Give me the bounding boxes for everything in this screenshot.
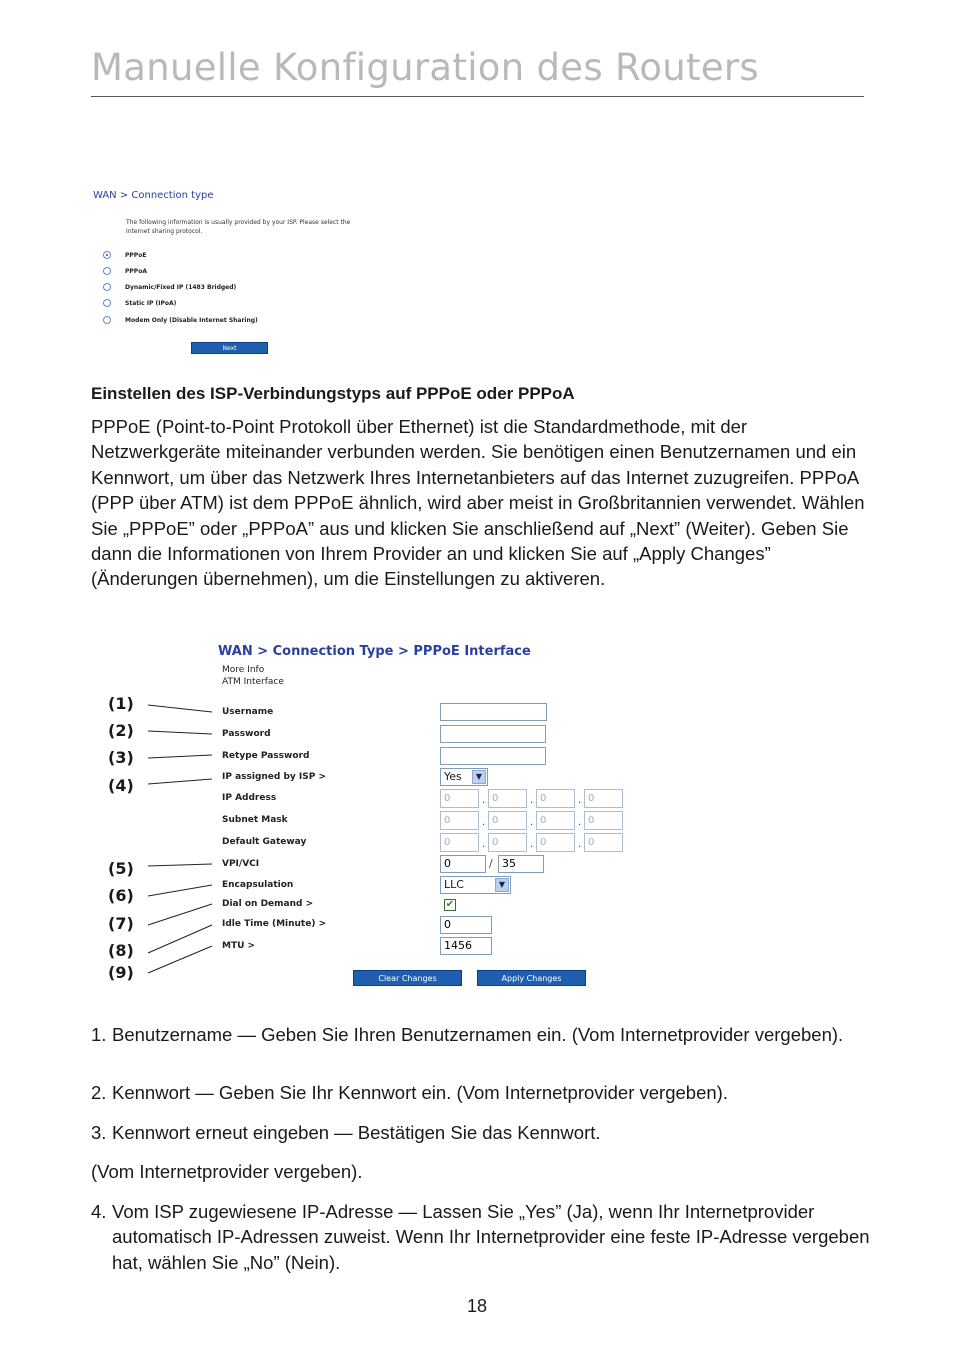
chevron-down-icon[interactable]: ▼ (495, 878, 509, 892)
apply-changes-button[interactable]: Apply Changes (477, 970, 586, 986)
ip-address-label: IP Address (222, 793, 277, 803)
connection-type-description: The following information is usually provided by your ISP. Please select the Internet sharing protocol. (126, 219, 351, 235)
leader-line (148, 904, 212, 925)
leader-line (148, 731, 212, 734)
page-number: 18 (466, 1296, 488, 1316)
leader-line (148, 885, 212, 896)
octet-separator: . (482, 839, 486, 850)
radio-label: PPPoA (125, 267, 147, 275)
subnet-mask-octet-2[interactable]: 0 (488, 811, 527, 830)
ip-address-octet-2[interactable]: 0 (488, 789, 527, 808)
callout-marker: (3) (108, 748, 134, 767)
radio-label: Dynamic/Fixed IP (1483 Bridged) (125, 283, 237, 291)
octet-separator: . (530, 817, 534, 828)
callout-marker: (8) (108, 941, 134, 960)
encapsulation-value: LLC (444, 878, 464, 891)
callout-marker: (1) (108, 694, 134, 713)
gateway-octet-4[interactable]: 0 (584, 833, 623, 852)
subnet-mask-octet-4[interactable]: 0 (584, 811, 623, 830)
octet-separator: . (578, 839, 582, 850)
clear-changes-button[interactable]: Clear Changes (353, 970, 462, 986)
list-item-continuation (91, 1159, 871, 1184)
list-text: Kennwort erneut eingeben — Bestätigen Sie das Kennwort. (112, 1122, 601, 1143)
list-text: Vom ISP zugewiesene IP-Adresse — Lassen Sie „Yes” (Ja), wenn Ihr Internetprovider automatisch IP-Adressen zuweist. Wenn Ihr Internetprovider eine feste IP-Adresse vergeben hat, wählen Sie „No” (Nein). (112, 1201, 870, 1273)
vpi-vci-separator: / (489, 857, 493, 870)
callout-marker: (4) (108, 776, 134, 795)
vpi-vci-label: VPI/VCI (222, 859, 260, 869)
mtu-label: MTU > (222, 941, 256, 951)
callout-marker: (6) (108, 886, 134, 905)
leader-line (148, 779, 212, 784)
list-item (91, 1022, 871, 1047)
list-text: Benutzername — Geben Sie Ihren Benutzernamen ein. (Vom Internetprovider vergeben). (112, 1024, 844, 1045)
radio-label: PPPoE (125, 251, 147, 259)
subnet-mask-label: Subnet Mask (222, 815, 288, 825)
default-gateway-label: Default Gateway (222, 837, 307, 847)
chevron-down-icon[interactable]: ▼ (472, 770, 486, 784)
password-label: Password (222, 729, 271, 739)
leader-line (148, 705, 212, 712)
octet-separator: . (578, 795, 582, 806)
subnet-mask-octet-1[interactable]: 0 (440, 811, 479, 830)
ip-assigned-value: Yes (444, 770, 462, 783)
idle-time-input[interactable]: 0 (440, 916, 492, 934)
section-heading: Einstellen des ISP-Verbindungstyps auf PPPoE oder PPPoA (91, 384, 575, 403)
octet-separator: . (530, 795, 534, 806)
radio-label: Modem Only (Disable Internet Sharing) (125, 316, 258, 324)
ip-address-octet-1[interactable]: 0 (440, 789, 479, 808)
leader-line (148, 755, 212, 758)
octet-separator: . (482, 817, 486, 828)
leader-line (148, 864, 212, 866)
radio-label: Static IP (IPoA) (125, 299, 177, 307)
username-label: Username (222, 707, 274, 717)
list-item (91, 1080, 871, 1105)
gateway-octet-2[interactable]: 0 (488, 833, 527, 852)
callout-marker: (7) (108, 914, 134, 933)
octet-separator: . (578, 817, 582, 828)
list-number: 3. (91, 1122, 107, 1143)
ip-address-octet-4[interactable]: 0 (584, 789, 623, 808)
callout-marker: (5) (108, 859, 134, 878)
subnet-mask-octet-3[interactable]: 0 (536, 811, 575, 830)
intro-paragraph: PPPoE (Point-to-Point Protokoll über Ethernet) ist die Standardmethode, mit der Netzwerkgeräte miteinander verbunden werden. Sie benötigen einen Benutzernamen und ein Kennwort, um über das Netzwerk Ihres Internetanbieters auf das Internet zuzugreifen. PPPoA (PPP über ATM) ist dem PPPoE ähnlich, wird aber meist in Großbritannien verwendet. Wählen Sie „PPPoE” oder „PPPoA” aus und klicken Sie anschließend auf „Next” (Weiter). Geben Sie dann die Informationen von Ihrem Provider an und klicken Sie auf „Apply Changes” (Änderungen übernehmen), um die Einstellungen zu aktiveren. (91, 416, 865, 590)
list-item (91, 1120, 871, 1145)
next-button[interactable]: Next (191, 342, 268, 354)
page-title: Manuelle Konfiguration des Routers (91, 46, 759, 89)
callout-marker: (9) (108, 963, 134, 982)
gateway-octet-1[interactable]: 0 (440, 833, 479, 852)
dial-on-demand-checkbox[interactable]: ✔ (445, 899, 455, 910)
gateway-octet-3[interactable]: 0 (536, 833, 575, 852)
list-number: 1. (91, 1024, 107, 1045)
list-item (91, 1199, 871, 1275)
vci-input[interactable]: 35 (498, 855, 544, 873)
retype-password-label: Retype Password (222, 751, 310, 761)
breadcrumb: WAN > Connection Type > PPPoE Interface (218, 644, 531, 659)
list-number: 4. (91, 1201, 107, 1222)
vpi-input[interactable]: 0 (440, 855, 486, 873)
more-info-link[interactable]: More Info (222, 665, 265, 675)
idle-time-label: Idle Time (Minute) > (222, 919, 327, 929)
list-text: (Vom Internetprovider vergeben). (91, 1161, 363, 1182)
breadcrumb: WAN > Connection type (93, 190, 214, 201)
atm-interface-label: ATM Interface (222, 677, 284, 687)
octet-separator: . (530, 839, 534, 850)
list-text: Kennwort — Geben Sie Ihr Kennwort ein. (Vom Internetprovider vergeben). (112, 1082, 728, 1103)
ip-assigned-label: IP assigned by ISP > (222, 772, 327, 782)
list-number: 2. (91, 1082, 107, 1103)
octet-separator: . (482, 795, 486, 806)
callout-marker: (2) (108, 721, 134, 740)
encapsulation-label: Encapsulation (222, 880, 294, 890)
mtu-input[interactable]: 1456 (440, 937, 492, 955)
ip-address-octet-3[interactable]: 0 (536, 789, 575, 808)
dial-on-demand-label: Dial on Demand > (222, 899, 314, 909)
leader-line (148, 946, 212, 973)
leader-line (148, 925, 212, 953)
